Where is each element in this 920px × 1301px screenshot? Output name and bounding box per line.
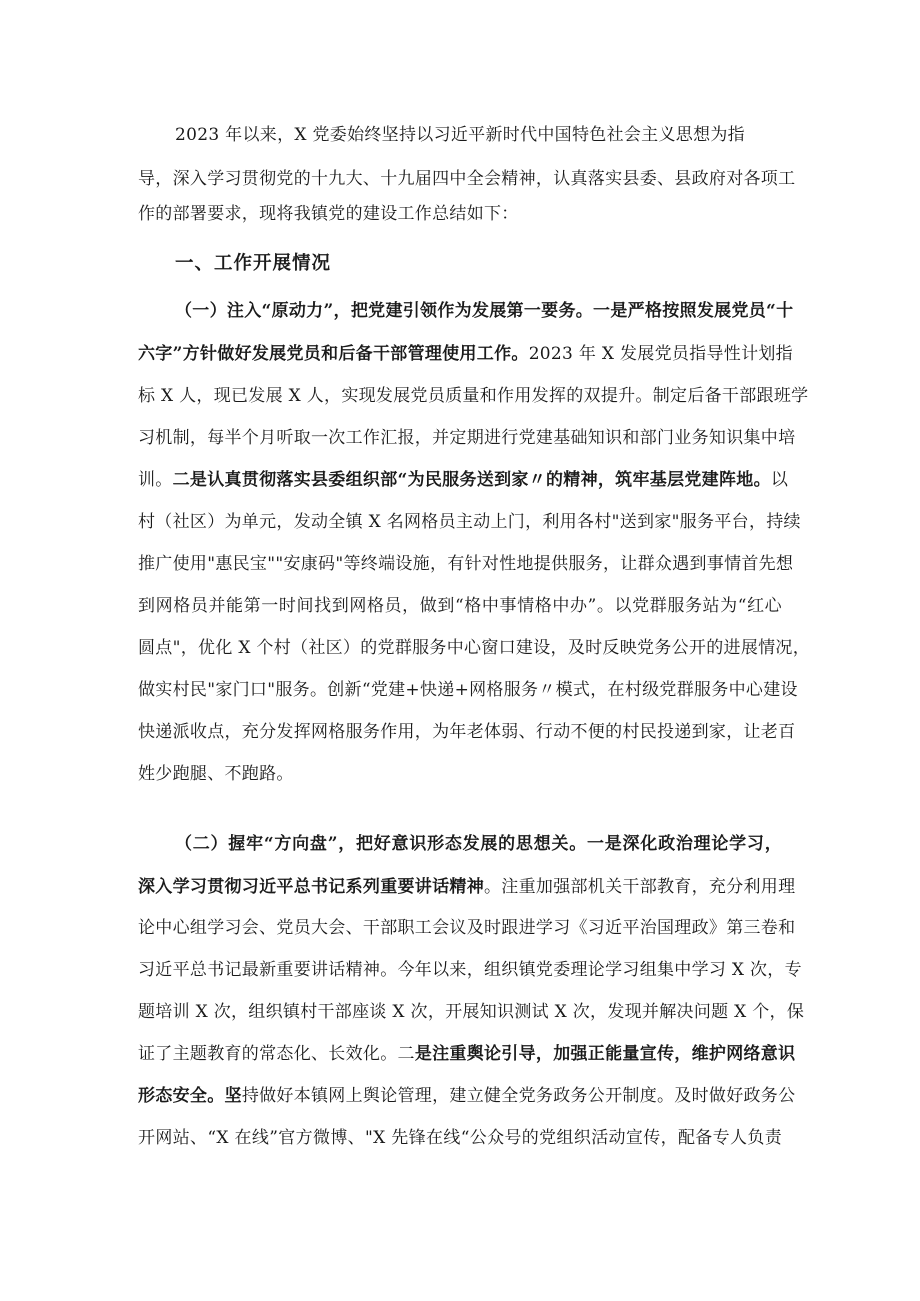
para1-line-7: 推广使用"惠民宝""安康码"等终端设施，有针对性地提供服务，让群众遇到事情首先想 bbox=[138, 554, 794, 574]
para2-line-7 bbox=[138, 1085, 796, 1107]
para2-line-8: 开网站、“X 在线”官方微博、"X 先锋在线“公众号的党组织活动宣传，配备专人负责 bbox=[138, 1128, 782, 1148]
section-heading: 一、工作开展情况 bbox=[175, 253, 332, 274]
para1-line-5-bold: 二是认真贯彻落实县委组织部“为民服务送到家〃的精神，筑牢基层党建阵地。 bbox=[172, 470, 771, 490]
para1-line-2-bold: 六字”方针做好发展党员和后备干部管理使用工作。 bbox=[138, 344, 529, 364]
para1-line-5-start: 训。 bbox=[138, 470, 173, 490]
para1-line-8: 到网格员并能第一时间找到网格员，做到“格中事情格中办”。以党群服务站为“红心 bbox=[138, 596, 782, 616]
para2-line-2 bbox=[138, 876, 796, 898]
para1-line-6: 村（社区）为单元，发动全镇 X 名网格员主动上门，利用各村"送到家"服务平台，持续 bbox=[138, 512, 801, 532]
para2-line-6-start: 证了主题教育的常态化、长效化。二 bbox=[138, 1044, 415, 1064]
para1-line-2-rest: 2023 年 X 发展党员指导性计划指 bbox=[528, 344, 793, 364]
intro-line-1: 2023 年以来，X 党委始终坚持以习近平新时代中国特色社会主义思想为指 bbox=[175, 125, 745, 145]
para2-line-6-bold: 是注重舆论引导，加强正能量宣传，维护网络意识 bbox=[414, 1044, 796, 1064]
para2-line-7-bold: 形态安全。坚 bbox=[138, 1086, 242, 1106]
para1-line-5 bbox=[138, 469, 789, 491]
para1-line-12: 姓少跑腿、不跑路。 bbox=[138, 764, 294, 784]
para1-line-3: 标 X 人，现已发展 X 人，实现发展党员质量和作用发挥的双提升。制定后备干部跟班学 bbox=[138, 386, 809, 406]
para2-line-2-bold: 深入学习贯彻习近平总书记系列重要讲话精神 bbox=[138, 877, 484, 897]
para2-line-5: 题培训 X 次，组织镇村干部座谈 X 次，开展知识测试 X 次，发现并解决问题 X 个，保 bbox=[138, 1002, 805, 1022]
intro-line-3: 作的部署要求，现将我镇党的建设工作总结如下： bbox=[138, 204, 519, 224]
para2-line-1: （二）握牢“方向盘”，把好意识形态发展的思想关。一是深化政治理论学习， bbox=[175, 834, 782, 854]
para2-line-3: 论中心组学习会、党员大会、干部职工会议及时跟进学习《习近平治国理政》第三卷和 bbox=[138, 918, 796, 938]
para1-line-11: 快递派收点，充分发挥网格服务作用，为年老体弱、行动不便的村民投递到家，让老百 bbox=[138, 722, 796, 742]
para1-line-4: 习机制，每半个月听取一次工作汇报，并定期进行党建基础知识和部门业务知识集中培 bbox=[138, 428, 796, 448]
para2-line-4: 习近平总书记最新重要讲话精神。今年以来，组织镇党委理论学习组集中学习 X 次，专 bbox=[138, 960, 802, 980]
intro-line-2: 导，深入学习贯彻党的十九大、十九届四中全会精神，认真落实县委、县政府对各项工 bbox=[138, 169, 796, 189]
para1-line-1: （一）注入“原动力”，把党建引领作为发展第一要务。一是严格按照发展党员“十 bbox=[175, 301, 794, 321]
para2-line-7-rest: 持做好本镇网上舆论管理，建立健全党务政务公开制度。及时做好政务公 bbox=[241, 1086, 796, 1106]
para1-line-2 bbox=[138, 343, 793, 365]
para2-line-2-rest: 。注重加强部机关干部教育，充分利用理 bbox=[484, 877, 796, 897]
para1-line-5-end: 以 bbox=[770, 470, 789, 490]
para2-line-6 bbox=[138, 1043, 796, 1065]
para1-line-10: 做实村民"家门口"服务。创新“党建+快递+网格服务〃模式，在村级党群服务中心建设 bbox=[138, 680, 798, 700]
para1-line-9: 圆点"，优化 X 个村（社区）的党群服务中心窗口建设，及时反映党务公开的进展情况， bbox=[138, 638, 811, 658]
